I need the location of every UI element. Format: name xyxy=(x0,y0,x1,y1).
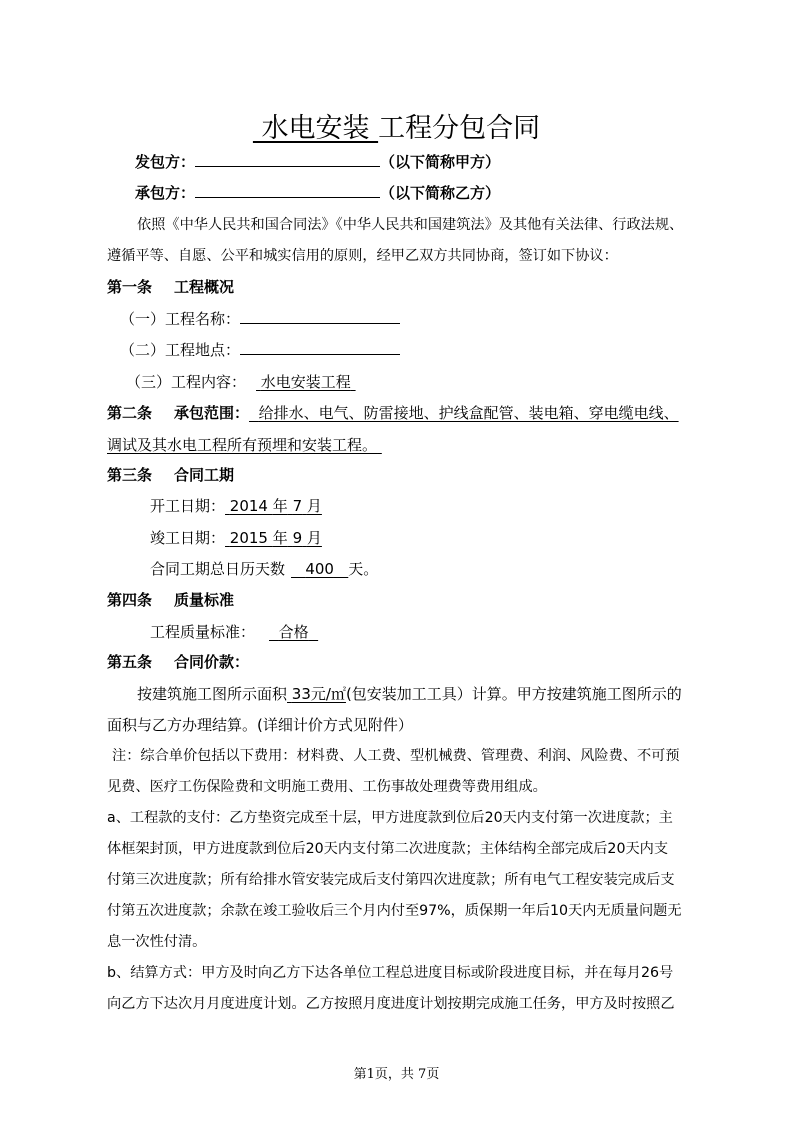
article-4-title: 质量标准 xyxy=(174,591,235,609)
end-date-line xyxy=(150,528,322,548)
intro-line-2: 遵循平等、自愿、公平和城实信用的原则，经甲乙双方共同协商，签订如下协议： xyxy=(107,248,618,264)
project-name-label: （一）工程名称： xyxy=(120,310,241,328)
article-3-number: 第三条 xyxy=(107,466,153,484)
party-b-line xyxy=(135,183,500,203)
party-b-label: 承包方： xyxy=(135,184,196,202)
title-underlined-part xyxy=(253,113,378,144)
article-1-title: 工程概况 xyxy=(174,278,235,296)
unit-price-text: 33元/㎡ xyxy=(291,685,346,703)
page-footer: 第1页，共 7页 xyxy=(353,1067,440,1082)
start-year: 2014 xyxy=(229,497,268,515)
article-4-heading xyxy=(107,590,234,610)
project-content-value xyxy=(256,373,356,391)
settlement-line-1: b、结算方式：甲方及时向乙方下达各单位工程总进度目标或阶段进度目标，并在每月26号 xyxy=(107,965,674,981)
note-line-1: 注：综合单价包括以下费用：材料费、人工费、型机械费、管理费、利润、风险费、不可预 xyxy=(112,748,680,764)
price-prefix: 按建筑施工图所示面积 xyxy=(137,685,288,703)
scope-line-1 xyxy=(249,404,679,422)
article-1-number: 第一条 xyxy=(107,278,153,296)
start-month: 7 xyxy=(292,497,303,515)
article-2-line-1 xyxy=(107,403,679,423)
article-4-number: 第四条 xyxy=(107,591,153,609)
price-line-1 xyxy=(137,684,682,704)
article-3-title: 合同工期 xyxy=(174,466,235,484)
party-a-blank[interactable] xyxy=(195,152,380,167)
payment-line-4: 付第五次进度款；余款在竣工验收后三个月内付至97%，质保期一年后10天内无质量问题无 xyxy=(107,903,682,919)
project-name-blank[interactable] xyxy=(240,309,400,324)
unit-price xyxy=(287,685,346,703)
total-days-number: 400 xyxy=(305,560,334,578)
total-days-label: 合同工期总日历天数 xyxy=(150,560,286,578)
party-a-line xyxy=(135,152,500,172)
payment-line-1: a、工程款的支付：乙方垫资完成至十层，甲方进度款到位后20天内支付第一次进度款；主 xyxy=(107,810,673,826)
start-date-line xyxy=(150,496,322,516)
party-a-label: 发包方： xyxy=(135,153,196,171)
start-date-value xyxy=(225,497,322,515)
party-b-blank[interactable] xyxy=(195,183,380,198)
total-days-value xyxy=(291,560,348,578)
title-rest-text: 工程分包合同 xyxy=(378,113,541,144)
project-name-line xyxy=(120,309,400,329)
article-3-heading xyxy=(107,465,234,485)
end-date-value xyxy=(225,529,322,547)
party-b-suffix: （以下简称乙方） xyxy=(380,184,501,202)
start-year-unit: 年 xyxy=(272,497,288,515)
party-a-suffix: （以下简称甲方） xyxy=(380,153,501,171)
end-year: 2015 xyxy=(229,529,268,547)
article-5-heading xyxy=(107,652,249,672)
project-content-value-text: 水电安装工程 xyxy=(260,373,351,391)
title-underlined-text: 水电安装 xyxy=(261,113,370,144)
document-title xyxy=(0,112,793,146)
quality-value-text: 合格 xyxy=(278,623,309,641)
price-line-2: 面积与乙方办理结算。(详细计价方式见附件） xyxy=(107,716,413,734)
project-location-label: （二）工程地点： xyxy=(120,341,241,359)
article-5-title: 合同价款： xyxy=(174,653,250,671)
end-year-unit: 年 xyxy=(272,529,288,547)
article-2-number: 第二条 xyxy=(107,404,153,422)
project-location-blank[interactable] xyxy=(240,340,400,355)
payment-line-2: 体框架封顶，甲方进度款到位后20天内支付第二次进度款；主体结构全部完成后20天内支 xyxy=(107,841,669,857)
quality-value xyxy=(269,623,318,641)
scope-line-2-text: 调试及其水电工程所有预埋和安装工程。 xyxy=(107,436,378,454)
start-date-label: 开工日期： xyxy=(150,497,226,515)
settlement-line-2: 向乙方下达次月月度进度计划。乙方按照月度进度计划按期完成施工任务，甲方及时按照乙 xyxy=(107,996,675,1012)
payment-line-5: 息一次性付清。 xyxy=(107,934,207,950)
start-month-unit: 月 xyxy=(306,497,322,515)
total-days-unit: 天。 xyxy=(348,560,379,578)
intro-line-1: 依照《中华人民共和国合同法》《中华人民共和国建筑法》及其他有关法律、行政法规、 xyxy=(137,217,684,233)
article-5-number: 第五条 xyxy=(107,653,153,671)
price-suffix: (包安装加工工具）计算。甲方按建筑施工图所示的 xyxy=(345,685,682,703)
payment-line-3: 付第三次进度款；所有给排水管安装完成后支付第四次进度款；所有电气工程安装完成后支 xyxy=(107,872,675,888)
note-line-2: 见费、医疗工伤保险费和文明施工费用、工伤事故处理费等费用组成。 xyxy=(107,779,547,795)
end-date-label: 竣工日期： xyxy=(150,529,226,547)
article-2-title: 承包范围： xyxy=(174,404,250,422)
project-location-line xyxy=(120,340,400,360)
end-month: 9 xyxy=(292,529,303,547)
end-month-unit: 月 xyxy=(306,529,322,547)
quality-line xyxy=(150,622,318,642)
project-content-line xyxy=(126,372,356,392)
quality-label: 工程质量标准： xyxy=(150,623,256,641)
scope-line-2 xyxy=(107,435,382,455)
article-1-heading xyxy=(107,277,234,297)
project-content-label: （三）工程内容： xyxy=(126,373,247,391)
scope-line-1-text: 给排水、电气、防雷接地、护线盒配管、装电箱、穿电缆电线、 xyxy=(258,404,679,422)
total-days-line xyxy=(150,559,378,579)
